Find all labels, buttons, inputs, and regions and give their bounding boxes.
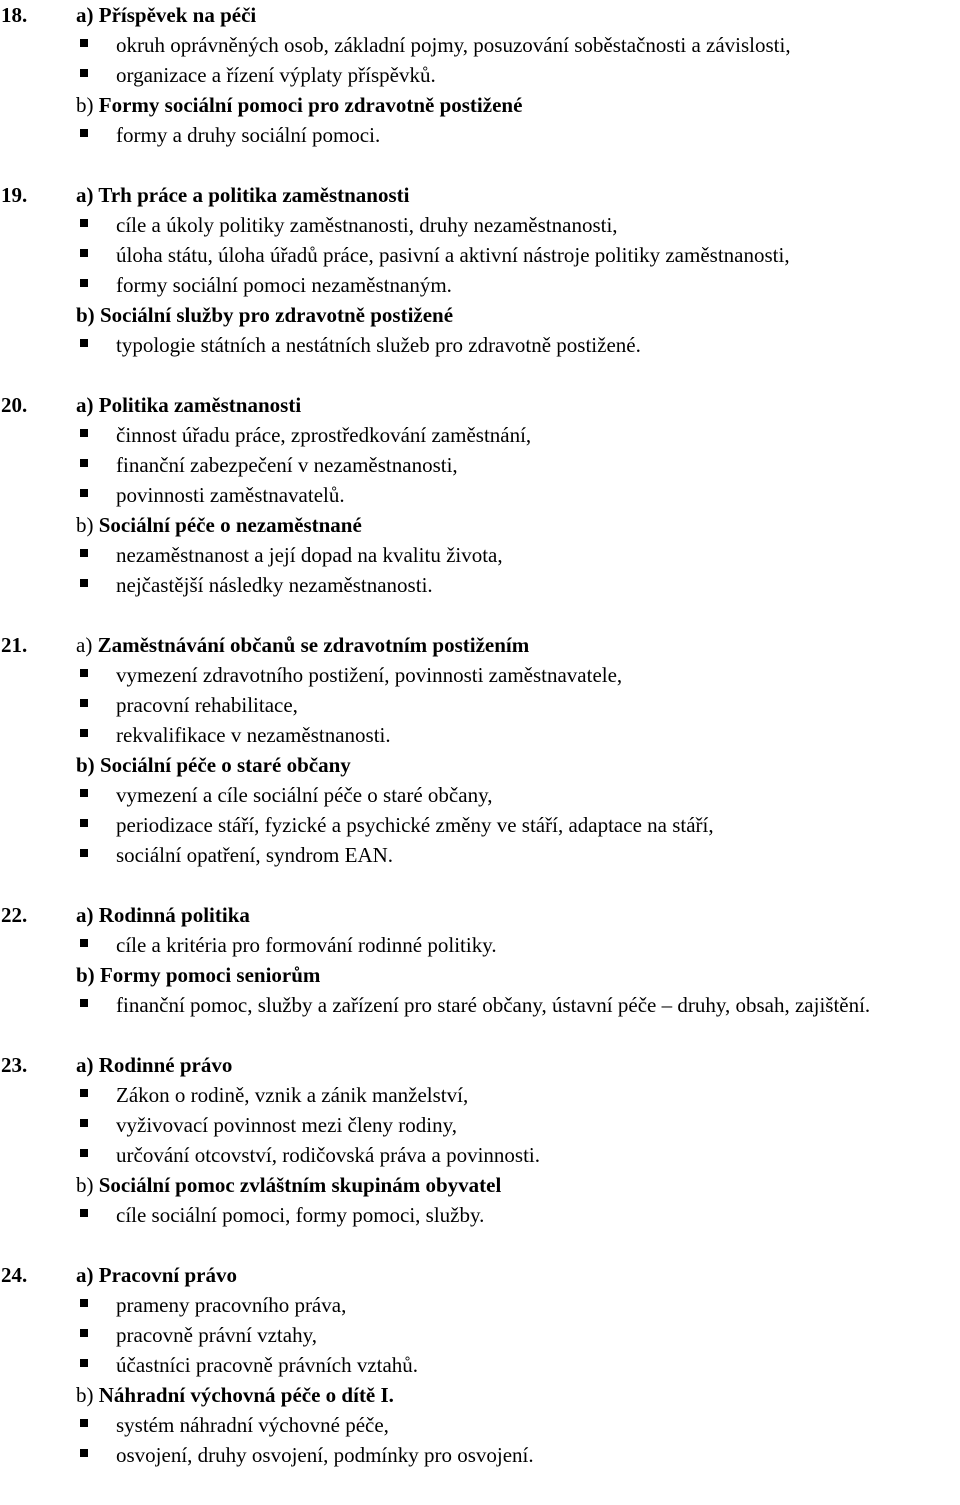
topic-number: 20. — [1, 393, 28, 417]
list-item-text: cíle sociální pomoci, formy pomoci, služby. — [116, 1203, 485, 1227]
list-item-text: cíle a kritéria pro formování rodinné politiky. — [116, 933, 497, 957]
subtopic-heading — [0, 1380, 960, 1410]
list-item — [0, 30, 960, 60]
subtopic-title: Sociální péče o staré občany — [99, 753, 351, 777]
square-bullet-icon — [80, 1209, 88, 1217]
square-bullet-icon — [80, 699, 88, 707]
square-bullet-icon — [80, 1449, 88, 1457]
subtopic-heading — [0, 1260, 960, 1290]
subtopic-heading — [0, 300, 960, 330]
subtopic-heading — [0, 90, 960, 120]
list-item — [0, 840, 960, 870]
topic-section — [0, 630, 960, 870]
list-item-text: vymezení zdravotního postižení, povinnosti zaměstnavatele, — [116, 663, 623, 687]
topic-number: 24. — [1, 1263, 28, 1287]
square-bullet-icon — [80, 489, 88, 497]
list-item — [0, 420, 960, 450]
square-bullet-icon — [80, 339, 88, 347]
square-bullet-icon — [80, 789, 88, 797]
topic-number: 22. — [1, 903, 28, 927]
list-item — [0, 1290, 960, 1320]
square-bullet-icon — [80, 1329, 88, 1337]
list-item-text: periodizace stáří, fyzické a psychické změny ve stáří, adaptace na stáří, — [116, 813, 714, 837]
list-item — [0, 1110, 960, 1140]
subtopic-heading — [0, 1050, 960, 1080]
subtopic-letter: a) — [76, 183, 99, 207]
subtopic-letter: b) — [76, 753, 100, 777]
topic-section — [0, 180, 960, 360]
subtopic-heading — [0, 900, 960, 930]
list-item-text: okruh oprávněných osob, základní pojmy, posuzování soběstačnosti a závislosti, — [116, 33, 791, 57]
square-bullet-icon — [80, 849, 88, 857]
subtopic-heading — [0, 0, 960, 30]
subtopic-letter: a) — [76, 1053, 99, 1077]
list-item-text: úloha státu, úloha úřadů práce, pasivní a aktivní nástroje politiky zaměstnanosti, — [116, 243, 790, 267]
subtopic-letter: a) — [76, 903, 99, 927]
subtopic-title: Pracovní právo — [98, 1263, 237, 1287]
list-item — [0, 480, 960, 510]
topic-number: 19. — [1, 183, 28, 207]
list-item — [0, 60, 960, 90]
list-item — [0, 690, 960, 720]
square-bullet-icon — [80, 249, 88, 257]
subtopic-heading — [0, 510, 960, 540]
subtopic-title: Sociální služby pro zdravotně postižené — [99, 303, 454, 327]
square-bullet-icon — [80, 579, 88, 587]
subtopic-title: Rodinná politika — [98, 903, 250, 927]
list-item — [0, 330, 960, 360]
subtopic-heading — [0, 180, 960, 210]
list-item-text: vyživovací povinnost mezi členy rodiny, — [116, 1113, 457, 1137]
list-item-text: nejčastější následky nezaměstnanosti. — [116, 573, 433, 597]
square-bullet-icon — [80, 1359, 88, 1367]
list-item-text: pracovní rehabilitace, — [116, 693, 298, 717]
list-item-text: sociální opatření, syndrom EAN. — [116, 843, 394, 867]
list-item-text: finanční pomoc, služby a zařízení pro staré občany, ústavní péče – druhy, obsah, zajištění. — [116, 993, 871, 1017]
topic-section — [0, 390, 960, 600]
list-item — [0, 660, 960, 690]
list-item — [0, 540, 960, 570]
list-item-text: cíle a úkoly politiky zaměstnanosti, druhy nezaměstnanosti, — [116, 213, 618, 237]
topic-section — [0, 1260, 960, 1470]
list-item — [0, 240, 960, 270]
list-item-text: Zákon o rodině, vznik a zánik manželství, — [116, 1083, 469, 1107]
subtopic-title: Sociální péče o nezaměstnané — [98, 513, 362, 537]
list-item — [0, 270, 960, 300]
list-item-text: systém náhradní výchovné péče, — [116, 1413, 389, 1437]
subtopic-letter: b) — [76, 963, 100, 987]
list-item-text: činnost úřadu práce, zprostředkování zaměstnání, — [116, 423, 532, 447]
list-item — [0, 450, 960, 480]
square-bullet-icon — [80, 669, 88, 677]
list-item-text: prameny pracovního práva, — [116, 1293, 347, 1317]
subtopic-title: Náhradní výchovná péče o dítě I. — [98, 1383, 394, 1407]
subtopic-letter: b) — [76, 93, 99, 117]
list-item — [0, 1320, 960, 1350]
subtopic-heading — [0, 390, 960, 420]
list-item-text: osvojení, druhy osvojení, podmínky pro osvojení. — [116, 1443, 534, 1467]
list-item-text: určování otcovství, rodičovská práva a povinnosti. — [116, 1143, 540, 1167]
subtopic-letter: a) — [76, 393, 99, 417]
square-bullet-icon — [80, 429, 88, 437]
subtopic-title: Formy pomoci seniorům — [99, 963, 321, 987]
topic-number: 18. — [1, 3, 28, 27]
square-bullet-icon — [80, 549, 88, 557]
list-item — [0, 810, 960, 840]
subtopic-letter: b) — [76, 513, 99, 537]
subtopic-letter: b) — [76, 1173, 99, 1197]
topic-section — [0, 1050, 960, 1230]
list-item — [0, 990, 960, 1020]
list-item — [0, 1080, 960, 1110]
list-item — [0, 780, 960, 810]
list-item-text: vymezení a cíle sociální péče o staré občany, — [116, 783, 493, 807]
subtopic-title: Formy sociální pomoci pro zdravotně postižené — [98, 93, 523, 117]
subtopic-letter: a) — [76, 3, 99, 27]
list-item — [0, 1440, 960, 1470]
subtopic-heading — [0, 960, 960, 990]
subtopic-heading — [0, 630, 960, 660]
list-item — [0, 120, 960, 150]
list-item-text: formy a druhy sociální pomoci. — [116, 123, 381, 147]
square-bullet-icon — [80, 69, 88, 77]
list-item — [0, 1410, 960, 1440]
subtopic-letter: a) — [76, 1263, 99, 1287]
list-item — [0, 1140, 960, 1170]
list-item-text: finanční zabezpečení v nezaměstnanosti, — [116, 453, 458, 477]
topic-number: 23. — [1, 1053, 28, 1077]
topic-section — [0, 900, 960, 1020]
subtopic-title: Trh práce a politika zaměstnanosti — [98, 183, 410, 207]
square-bullet-icon — [80, 39, 88, 47]
list-item-text: povinnosti zaměstnavatelů. — [116, 483, 345, 507]
list-item-text: nezaměstnanost a její dopad na kvalitu života, — [116, 543, 503, 567]
subtopic-title: Zaměstnávání občanů se zdravotním postižením — [97, 633, 530, 657]
list-item — [0, 570, 960, 600]
list-item-text: organizace a řízení výplaty příspěvků. — [116, 63, 436, 87]
square-bullet-icon — [80, 939, 88, 947]
square-bullet-icon — [80, 459, 88, 467]
subtopic-letter: b) — [76, 303, 100, 327]
square-bullet-icon — [80, 1299, 88, 1307]
list-item — [0, 930, 960, 960]
square-bullet-icon — [80, 1119, 88, 1127]
subtopic-letter: a) — [76, 633, 98, 657]
square-bullet-icon — [80, 1419, 88, 1427]
list-item-text: rekvalifikace v nezaměstnanosti. — [116, 723, 391, 747]
subtopic-title: Politika zaměstnanosti — [98, 393, 302, 417]
square-bullet-icon — [80, 1089, 88, 1097]
list-item — [0, 1200, 960, 1230]
square-bullet-icon — [80, 219, 88, 227]
list-item-text: účastníci pracovně právních vztahů. — [116, 1353, 419, 1377]
topic-number: 21. — [1, 633, 28, 657]
list-item-text: typologie státních a nestátních služeb pro zdravotně postižené. — [116, 333, 641, 357]
subtopic-letter: b) — [76, 1383, 99, 1407]
square-bullet-icon — [80, 999, 88, 1007]
square-bullet-icon — [80, 729, 88, 737]
square-bullet-icon — [80, 1149, 88, 1157]
subtopic-title: Sociální pomoc zvláštním skupinám obyvatel — [98, 1173, 502, 1197]
list-item — [0, 210, 960, 240]
topic-section — [0, 0, 960, 150]
list-item-text: pracovně právní vztahy, — [116, 1323, 317, 1347]
square-bullet-icon — [80, 819, 88, 827]
list-item-text: formy sociální pomoci nezaměstnaným. — [116, 273, 452, 297]
subtopic-title: Příspěvek na péči — [98, 3, 257, 27]
square-bullet-icon — [80, 279, 88, 287]
list-item — [0, 720, 960, 750]
list-item — [0, 1350, 960, 1380]
subtopic-title: Rodinné právo — [98, 1053, 233, 1077]
square-bullet-icon — [80, 129, 88, 137]
subtopic-heading — [0, 750, 960, 780]
subtopic-heading — [0, 1170, 960, 1200]
